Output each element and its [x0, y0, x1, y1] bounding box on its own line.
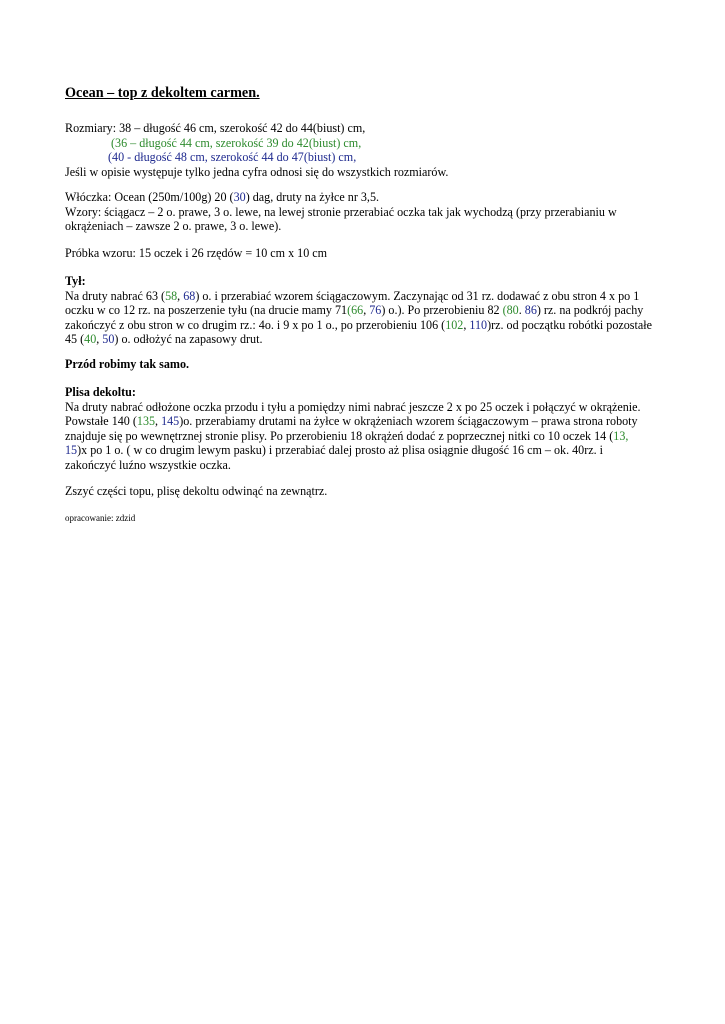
yarn-section [65, 190, 655, 234]
front-text: Przód robimy tak samo. [65, 357, 190, 371]
sizes-line-38: Rozmiary: 38 – długość 46 cm, szerokość 42 do 44(biust) cm, [65, 121, 366, 135]
pattern-line: Wzory: ściągacz – 2 o. prawe, 3 o. lewe, na lewej stronie przerabiać oczka tak jak wychodzą (przy przerabianiu w [65, 204, 617, 219]
neck-section [65, 385, 655, 473]
neck-heading: Plisa dekoltu: [65, 385, 136, 399]
back-section [65, 274, 655, 347]
back-heading: Tył: [65, 274, 86, 288]
neck-line: zakończyć luźno wszystkie oczka. [65, 457, 231, 472]
neck-line: znajduje się po wewnętrznej stronie plisy. Po przerobieniu 18 okrążeń dodać z poprzecznej nitki co 10 oczek 14 (13, [65, 428, 629, 443]
sizes-line-40: (40 - długość 48 cm, szerokość 44 do 47(biust) cm, [108, 150, 357, 165]
back-line: 45 (40, 50) o. odłożyć na zapasowy drut. [65, 332, 263, 347]
back-line: Na druty nabrać 63 (58, 68) o. i przerabiać wzorem ściągaczowym. Zaczynając od 31 rz. dodawać z obu stron 4 x po 1 [65, 288, 640, 303]
credit-text: opracowanie: zdzid [65, 513, 136, 523]
yarn-line: Włóczka: Ocean (250m/100g) 20 (30) dag, druty na żyłce nr 3,5. [65, 190, 380, 204]
sizes-section [65, 121, 655, 179]
pattern-line-cont: okrążeniach – zawsze 2 o. prawe, 3 o. lewe). [65, 219, 282, 234]
sizes-note: Jeśli w opisie występuje tylko jedna cyfra odnosi się do wszystkich rozmiarów. [65, 164, 449, 179]
neck-line: 15)x po 1 o. ( w co drugim lewym pasku) i przerabiać dalej prosto aż plisa osiągnie długość 16 cm – ok. 40rz. i [65, 443, 604, 458]
neck-line: Powstałe 140 (135, 145)o. przerabiamy drutami na żyłce w okrążeniach wzorem ściągaczowym – prawa strona roboty [65, 414, 638, 429]
neck-line: Na druty nabrać odłożone oczka przodu i tyłu a pomiędzy nimi nabrać jeszcze 2 x po 25 oczek i połączyć w okrążenie. [65, 399, 641, 414]
sizes-line-36: (36 – długość 44 cm, szerokość 39 do 42(biust) cm, [111, 135, 362, 150]
finishing-text: Zszyć części topu, plisę dekoltu odwinąć na zewnątrz. [65, 484, 328, 498]
gauge-text: Próbka wzoru: 15 oczek i 26 rzędów = 10 cm x 10 cm [65, 246, 328, 260]
back-line: oczku w co 12 rz. na poszerzenie tyłu (na drucie mamy 71(66, 76) o.). Po przerobieniu 82 (80. 86) rz. na podkrój pachy [65, 303, 644, 318]
document-title: Ocean – top z dekoltem carmen. [65, 85, 260, 101]
back-line: zakończyć z obu stron w co drugim rz.: 4o. i 9 x po 1 o., po przerobieniu 106 (102, 110)rz. od początku robótki pozostałe [65, 317, 652, 332]
